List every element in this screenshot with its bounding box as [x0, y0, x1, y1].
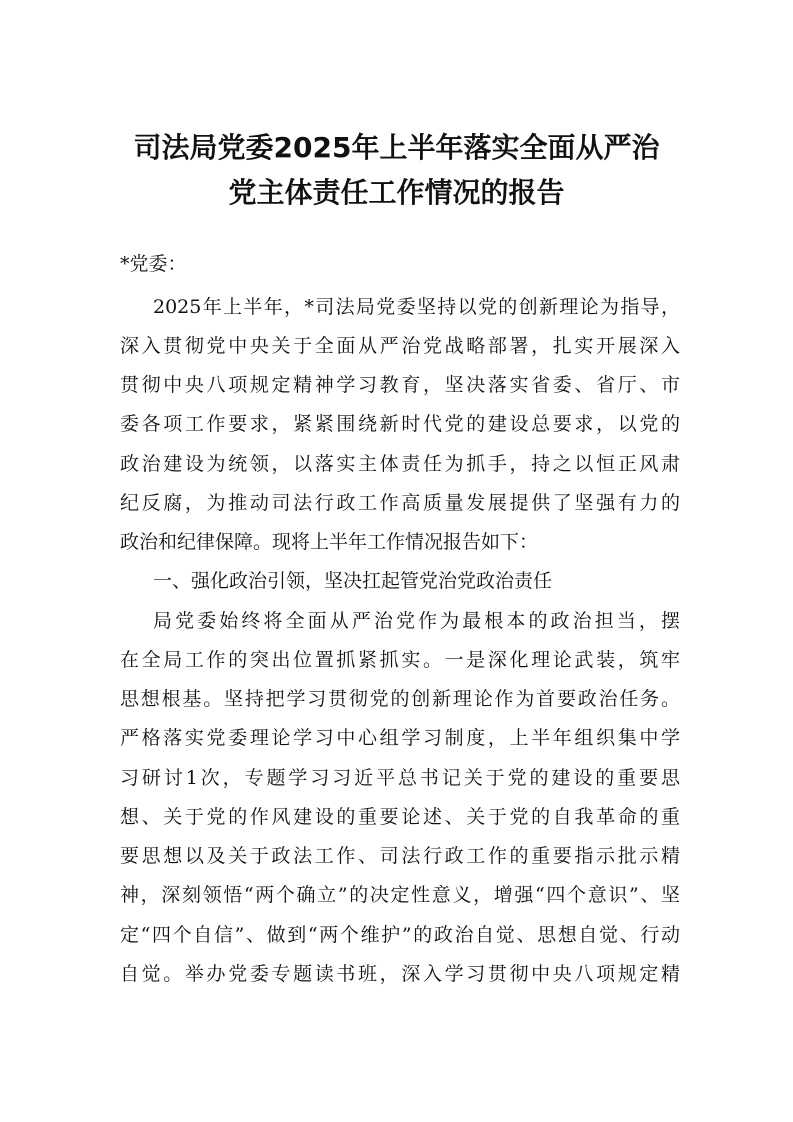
- body-line: 委各项工作要求，紧紧围绕新时代党的建设总要求，以党的: [120, 413, 680, 435]
- body-line: 局党委始终将全面从严治党作为最根本的政治担当，摆: [153, 610, 680, 632]
- body-line: 习研讨1次，专题学习习近平总书记关于党的建设的重要思: [120, 767, 680, 789]
- salutation: *党委：: [120, 253, 187, 275]
- body-line: 思想根基。坚持把学习贯彻党的创新理论作为首要政治任务。: [120, 688, 680, 710]
- body-line: 纪反腐，为推动司法行政工作高质量发展提供了坚强有力的: [120, 492, 680, 514]
- body-line: 深入贯彻党中央关于全面从严治党战略部署，扎实开展深入: [120, 335, 680, 357]
- body-line: 定“四个自信”、做到“两个维护”的政治自觉、思想自觉、行动: [120, 924, 680, 946]
- report-title-line-1: 司法局党委2025年上半年落实全面从严治: [133, 131, 660, 164]
- body-line: 自觉。举办党委专题读书班，深入学习贯彻中央八项规定精: [120, 963, 680, 985]
- body-line: 政治和纪律保障。现将上半年工作情况报告如下：: [120, 531, 539, 553]
- section-heading: 一、强化政治引领，坚决扛起管党治党政治责任: [153, 570, 553, 592]
- report-title-line-2: 党主体责任工作情况的报告: [228, 176, 565, 209]
- body-line: 贯彻中央八项规定精神学习教育，坚决落实省委、省厅、市: [120, 374, 680, 396]
- body-line: 神，深刻领悟“两个确立”的决定性意义，增强“四个意识”、坚: [120, 884, 680, 906]
- body-line: 政治建设为统领，以落实主体责任为抓手，持之以恒正风肃: [120, 453, 680, 475]
- body-line: 想、关于党的作风建设的重要论述、关于党的自我革命的重: [120, 806, 680, 828]
- body-line: 2025年上半年，*司法局党委坚持以党的创新理论为指导，: [153, 296, 680, 318]
- body-line: 严格落实党委理论学习中心组学习制度，上半年组织集中学: [120, 727, 680, 749]
- body-line: 要思想以及关于政法工作、司法行政工作的重要指示批示精: [120, 845, 680, 867]
- body-line: 在全局工作的突出位置抓紧抓实。一是深化理论武装，筑牢: [120, 649, 680, 671]
